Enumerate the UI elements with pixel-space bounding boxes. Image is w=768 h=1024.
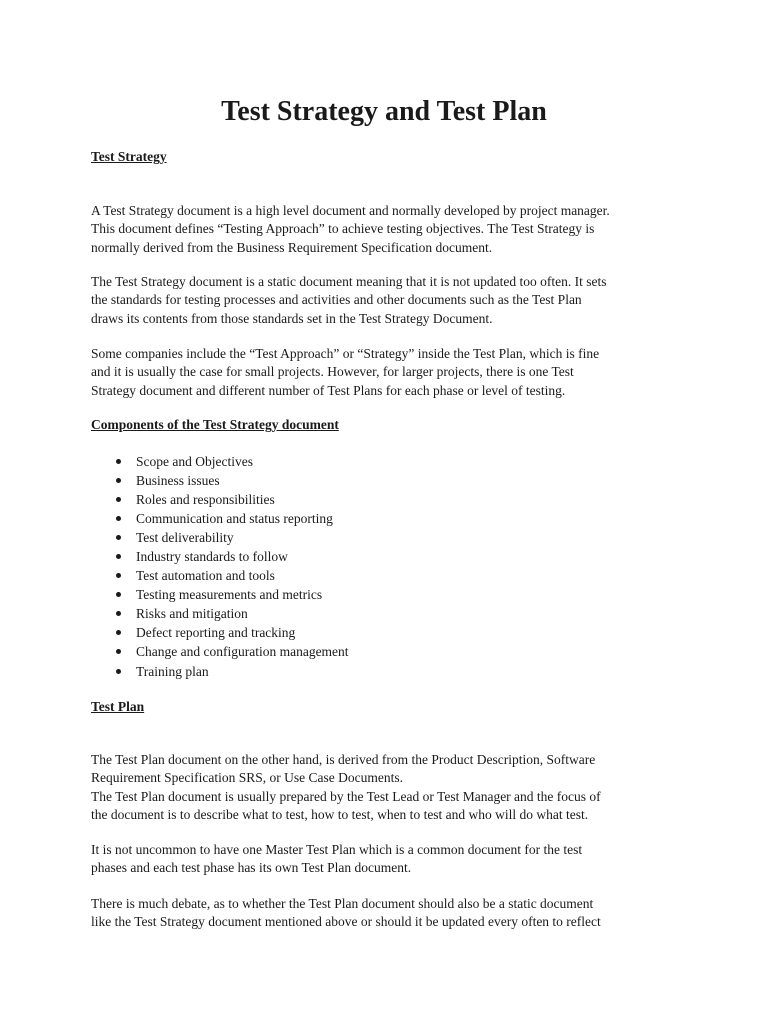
bullet-icon <box>116 478 121 483</box>
list-item-label: Test deliverability <box>136 530 234 546</box>
list-item <box>91 642 349 661</box>
bullet-icon <box>116 592 121 597</box>
components-heading: Components of the Test Strategy document <box>91 417 339 432</box>
list-item <box>91 547 349 566</box>
document-title: Test Strategy and Test Plan <box>221 96 547 127</box>
strategy-paragraph-2 <box>91 273 681 328</box>
bullet-icon <box>116 516 121 521</box>
bullet-icon <box>116 497 121 502</box>
list-item-label: Test automation and tools <box>136 568 275 584</box>
bullet-icon <box>116 573 121 578</box>
bullet-icon <box>116 611 121 616</box>
list-item-label: Defect reporting and tracking <box>136 625 296 641</box>
list-item <box>91 509 349 528</box>
text-line: The Test Plan document on the other hand, is derived from the Product Description, Software <box>91 752 596 767</box>
list-item-label: Change and configuration management <box>136 644 349 660</box>
text-line: Some companies include the “Test Approach” or “Strategy” inside the Test Plan, which is fine <box>91 346 600 361</box>
bullet-icon <box>116 459 121 464</box>
list-item-label: Training plan <box>136 663 209 679</box>
components-list <box>91 452 349 681</box>
text-line: draws its contents from those standards set in the Test Strategy Document. <box>91 310 493 326</box>
text-line: It is not uncommon to have one Master Test Plan which is a common document for the test <box>91 842 583 857</box>
list-item-label: Industry standards to follow <box>136 549 288 565</box>
text-line: the standards for testing processes and activities and other documents such as the Test Plan <box>91 292 582 308</box>
list-item-label: Business issues <box>136 473 220 489</box>
text-line: A Test Strategy document is a high level document and normally developed by project manager. <box>91 203 610 218</box>
test-strategy-heading: Test Strategy <box>91 149 167 164</box>
bullet-icon <box>116 535 121 540</box>
plan-paragraph-1 <box>91 751 681 824</box>
strategy-paragraph-1 <box>91 202 681 257</box>
list-item <box>91 528 349 547</box>
list-item <box>91 604 349 623</box>
list-item <box>91 566 349 585</box>
test-plan-heading: Test Plan <box>91 699 145 714</box>
bullet-icon <box>116 649 121 654</box>
bullet-icon <box>116 554 121 559</box>
strategy-paragraph-3 <box>91 345 681 400</box>
text-line: the document is to describe what to test, how to test, when to test and who will do what test. <box>91 806 589 822</box>
list-item-label: Roles and responsibilities <box>136 492 275 508</box>
list-item-label: Risks and mitigation <box>136 606 248 622</box>
text-line: like the Test Strategy document mentioned above or should it be updated every often to reflect <box>91 914 601 930</box>
text-line: The Test Strategy document is a static document meaning that it is not updated too often. It sets <box>91 274 607 289</box>
text-line: normally derived from the Business Requirement Specification document. <box>91 239 493 255</box>
list-item <box>91 490 349 509</box>
list-item <box>91 662 349 681</box>
text-line: Strategy document and different number of Test Plans for each phase or level of testing. <box>91 382 566 398</box>
text-line: This document defines “Testing Approach” to achieve testing objectives. The Test Strategy is <box>91 221 595 237</box>
list-item <box>91 471 349 490</box>
text-line: There is much debate, as to whether the Test Plan document should also be a static document <box>91 896 594 911</box>
bullet-icon <box>116 669 121 674</box>
text-line: and it is usually the case for small projects. However, for larger projects, there is one Test <box>91 364 574 380</box>
list-item <box>91 585 349 604</box>
list-item-label: Communication and status reporting <box>136 511 333 527</box>
list-item-label: Testing measurements and metrics <box>136 587 323 603</box>
list-item <box>91 452 349 471</box>
list-item <box>91 623 349 642</box>
text-line: phases and each test phase has its own Test Plan document. <box>91 860 412 876</box>
list-item-label: Scope and Objectives <box>136 454 253 469</box>
bullet-icon <box>116 630 121 635</box>
plan-paragraph-2 <box>91 841 681 878</box>
plan-paragraph-3 <box>91 895 681 932</box>
text-line: The Test Plan document is usually prepared by the Test Lead or Test Manager and the focus of <box>91 788 601 804</box>
text-line: Requirement Specification SRS, or Use Case Documents. <box>91 770 403 786</box>
